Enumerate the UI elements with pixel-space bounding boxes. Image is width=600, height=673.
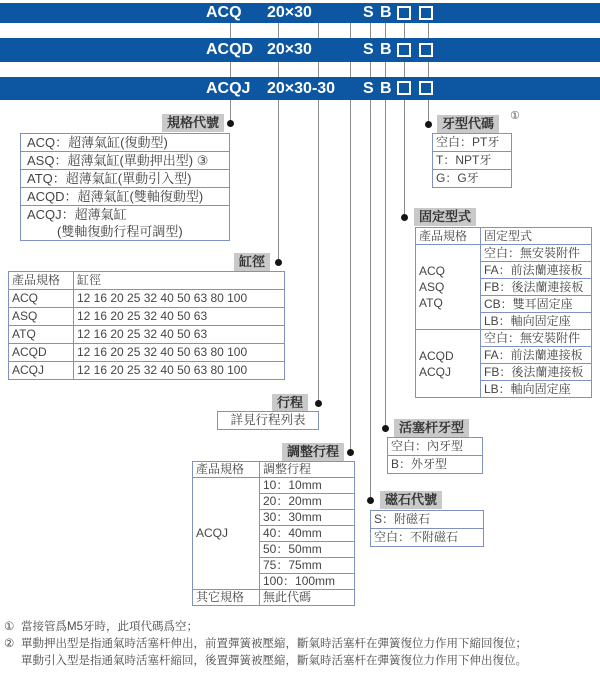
table-row (9, 326, 285, 344)
cell-model: ATQ (9, 326, 74, 344)
magnet-code-table (370, 510, 484, 547)
connector-bullet-mount (401, 214, 408, 221)
label-spec-code: 規格代號 (162, 114, 224, 132)
table-row (433, 134, 512, 152)
size-code: 20×30-30 (267, 80, 336, 97)
spec-code-table (20, 133, 230, 241)
table-row (193, 590, 355, 606)
rod-code: B (380, 80, 392, 97)
cell-stroke: 10：10mm (260, 478, 355, 494)
cell-stroke: 20：20mm (260, 494, 355, 510)
model-code: ACQ (206, 4, 242, 21)
header-cell: 固定型式 (481, 228, 592, 245)
rod-code: B (380, 4, 392, 21)
note-ref-1: ① (510, 110, 520, 122)
model-code-bar-acqd (0, 38, 600, 62)
model-code: ACQD (206, 41, 254, 58)
table-row (388, 456, 483, 474)
cell-mount: FA：前法蘭連接板 (481, 262, 592, 279)
placeholder-box-icon (419, 81, 433, 95)
cell-stroke: 40：40mm (260, 526, 355, 542)
placeholder-box-icon (397, 43, 411, 57)
table-row (9, 344, 285, 362)
header-cell: 缸徑 (74, 272, 285, 290)
footnotes (4, 619, 527, 670)
label-mount-type: 固定型式 (414, 208, 476, 226)
table-row: ACQ：超薄氣缸(復動型) (27, 135, 168, 150)
table-cell-line1: ACQJ：超薄氣缸 (27, 207, 127, 222)
placeholder-box-icon (419, 6, 433, 20)
stroke-note-box: 詳見行程列表 (217, 411, 319, 430)
rod-thread-table (387, 437, 483, 474)
cell: 空白：不附磁石 (371, 529, 484, 547)
header-cell: 產品規格 (416, 228, 481, 245)
table-row: ACQD：超薄氣缸(雙軸復動型) (21, 187, 229, 205)
model-line: ACQD (419, 348, 454, 363)
model-line: ACQ (419, 264, 446, 278)
cell-stroke: 100：100mm (260, 574, 355, 590)
cell-mount: FB：後法蘭連接板 (481, 279, 592, 296)
magnet-code: S (363, 41, 374, 58)
table-row: ATQ：超薄氣缸(單動引入型) (21, 169, 229, 187)
connector-bullet-magnet (367, 497, 374, 504)
model-code-bar-acqj (0, 77, 600, 100)
table-row (9, 308, 285, 326)
mount-type-table (415, 227, 592, 398)
cell-model-group (416, 330, 481, 398)
cell-bores: 12 16 20 25 32 40 50 63 (74, 308, 285, 326)
adjust-stroke-table (192, 461, 355, 606)
connector-bullet-stroke (315, 400, 322, 407)
connector-bullet-bore (275, 259, 282, 266)
table-row: ASQ：超薄氣缸(單動押出型) ③ (21, 151, 229, 169)
footnote-2 (4, 636, 527, 670)
label-port-thread: 牙型代碼 (437, 115, 499, 133)
cell-model: ACQJ (9, 362, 74, 380)
footnote-text: 當接管爲M5牙時，此項代碼爲空； (21, 621, 198, 633)
cell-model: ACQ (9, 290, 74, 308)
placeholder-box-icon (397, 6, 411, 20)
magnet-code: S (363, 80, 374, 97)
connector-bullet-rod (382, 425, 389, 432)
table-cell-line2: (雙軸復動行程可調型) (57, 224, 183, 239)
table-row (433, 152, 512, 170)
model-code-bar-acq (0, 3, 600, 23)
cell-bores: 12 16 20 25 32 40 50 63 (74, 326, 285, 344)
header-cell: 產品規格 (193, 462, 260, 478)
model-code: ACQJ (206, 80, 251, 97)
table-header-row (193, 462, 355, 478)
magnet-code: S (363, 4, 374, 21)
footnote-text-line2: 單動引入型是指通氣時活塞杆縮回，後置彈簧被壓縮，斷氣時活塞杆在彈簧復位力作用下伸出復位。 (21, 655, 527, 667)
label-adjust: 調整行程 (282, 443, 344, 461)
cell-mount: 空白：無安裝附件 (481, 245, 592, 262)
cell-bores: 12 16 20 25 32 40 50 63 80 100 (74, 344, 285, 362)
footnote-text-line1: 單動押出型是指通氣時活塞杆伸出，前置彈簧被壓縮，斷氣時活塞杆在彈簧復位力作用下縮回復位； (21, 638, 527, 650)
cell-model: ACQD (9, 344, 74, 362)
size-code: 20×30 (267, 41, 312, 58)
label-stroke: 行程 (272, 394, 308, 412)
header-cell: 調整行程 (260, 462, 355, 478)
table-header-row (416, 228, 592, 245)
cell-model-group: ACQJ (193, 478, 260, 590)
size-code: 20×30 (267, 4, 312, 21)
cell-bores: 12 16 20 25 32 40 50 63 80 100 (74, 362, 285, 380)
cell-stroke: 50：50mm (260, 542, 355, 558)
connector-bullet-thread (425, 121, 432, 128)
cell: T：NPT牙 (433, 152, 512, 170)
cell-mount: FB：後法蘭連接板 (481, 364, 592, 381)
table-row (193, 478, 355, 494)
model-line: ACQJ (419, 364, 452, 379)
label-magnet-code: 磁石代號 (380, 491, 442, 509)
port-thread-table (432, 133, 512, 188)
placeholder-box-icon (419, 43, 433, 57)
rod-code: B (380, 41, 392, 58)
placeholder-box-icon (397, 81, 411, 95)
table-row (416, 245, 592, 262)
table-row (371, 529, 484, 547)
cell-mount: CB：雙耳固定座 (481, 296, 592, 313)
model-line: ATQ (419, 296, 443, 310)
label-bore: 缸徑 (234, 253, 270, 271)
cell: 空白：內牙型 (388, 438, 483, 456)
connector-bullet-spec (227, 120, 234, 127)
connector-bullet-adjust (347, 449, 354, 456)
table-row (9, 290, 285, 308)
cell-model-group (416, 245, 481, 330)
cell-mount: LB：軸向固定座 (481, 381, 592, 398)
cell-other: 其它規格 (193, 590, 260, 606)
table-header-row (9, 272, 285, 290)
footnote-1 (4, 619, 527, 636)
table-row (388, 438, 483, 456)
cell-bores: 12 16 20 25 32 40 50 63 80 100 (74, 290, 285, 308)
cell-other: 無此代碼 (260, 590, 355, 606)
header-cell: 產品規格 (9, 272, 74, 290)
footnote-number: ① (4, 621, 15, 633)
cell: B：外牙型 (388, 456, 483, 474)
cell-mount: LB：軸向固定座 (481, 313, 592, 330)
cell-mount: 空白：無安裝附件 (481, 330, 592, 347)
table-row (9, 362, 285, 380)
footnote-text (21, 636, 527, 670)
label-rod-thread: 活塞杆牙型 (394, 419, 469, 437)
cell-mount: FA：前法蘭連接板 (481, 347, 592, 364)
cell: S：附磁石 (371, 511, 484, 529)
cell: 空白：PT牙 (433, 134, 512, 152)
cell-stroke: 30：30mm (260, 510, 355, 526)
cell: G：G牙 (433, 170, 512, 188)
table-row (433, 170, 512, 188)
model-line: ASQ (419, 280, 445, 294)
table-row (21, 205, 229, 240)
table-row (416, 330, 592, 347)
cell-stroke: 75：75mm (260, 558, 355, 574)
bore-table (8, 271, 285, 380)
table-row (371, 511, 484, 529)
footnote-number: ② (4, 638, 15, 650)
cell-model: ASQ (9, 308, 74, 326)
